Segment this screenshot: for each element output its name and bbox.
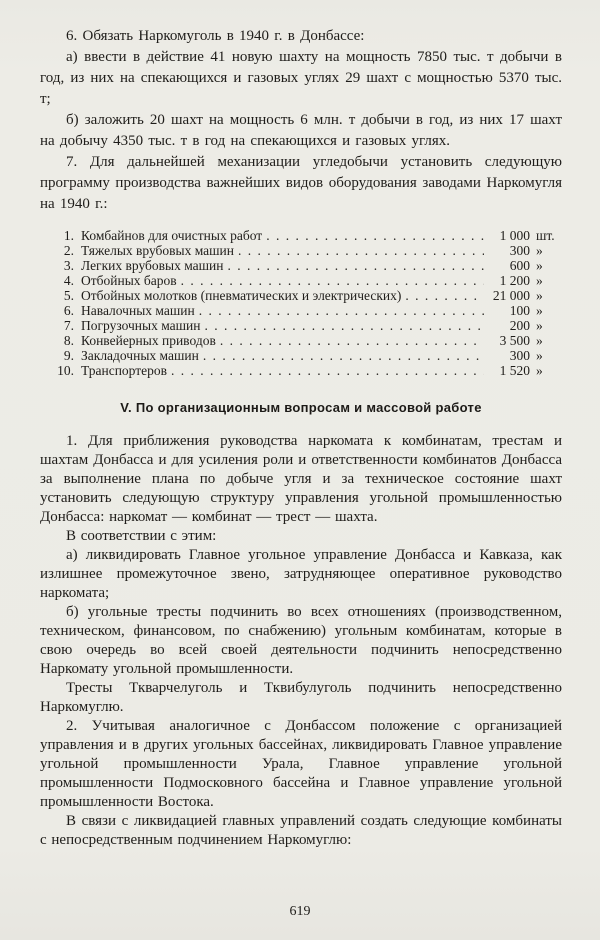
dot-leader — [224, 258, 485, 273]
list-item — [50, 258, 558, 273]
dot-leader — [216, 333, 484, 348]
list-item — [50, 273, 558, 288]
item-label: Комбайнов для очистных работ — [81, 228, 263, 243]
paragraph: В связи с ликвидацией главных управлений создать следующие комбинаты с непосредственным подчинением Наркомуглю: — [40, 813, 562, 848]
item-label: Отбойных молотков (пневматических и электрических) — [81, 288, 402, 303]
list-item — [50, 318, 558, 333]
item-number: 1. — [63, 228, 74, 243]
item-value: 1 520 — [499, 363, 530, 378]
item-value: 100 — [509, 303, 530, 318]
item-number: 3. — [63, 258, 74, 273]
item-value: 200 — [509, 318, 530, 333]
paragraph: 6. Обязать Наркомуголь в 1940 г. в Донбассе: — [66, 28, 365, 44]
paragraph: а) ввести в действие 41 новую шахту на мощность 7850 тыс. т добычи в год, из них на спекающихся и газовых углях 29 шахт с мощностью 5370 тыс. т; — [40, 49, 562, 107]
top-section — [40, 26, 562, 215]
item-label: Погрузочных машин — [81, 318, 201, 333]
item-label: Навалочных машин — [81, 303, 195, 318]
item-value: 300 — [509, 348, 530, 363]
paragraph: 7. Для дальнейшей механизации угледобычи установить следующую программу производства важнейших видов оборудования заводами Наркомугля на 1940 г.: — [40, 154, 562, 212]
item-number: 5. — [63, 288, 74, 303]
dot-leader — [401, 288, 484, 303]
item-number: 7. — [63, 318, 74, 333]
item-label: Закладочных машин — [81, 348, 199, 363]
item-label: Тяжелых врубовых машин — [81, 243, 235, 258]
page-number: 619 — [289, 904, 311, 919]
paragraph: В соответствии с этим: — [66, 528, 217, 544]
item-number: 6. — [63, 303, 74, 318]
item-label: Легких врубовых машин — [81, 258, 224, 273]
paragraph: б) заложить 20 шахт на мощность 6 млн. т добычи в год, из них 17 шахт на добычу 4350 тыс. т в год на спекающихся и газовых углях. — [40, 112, 562, 149]
item-unit: » — [536, 273, 543, 288]
list-item — [50, 348, 558, 363]
paragraph: Тресты Ткварчелуголь и Тквибулуголь подчинить непосредственно Наркомуглю. — [40, 680, 562, 715]
item-value: 1 000 — [499, 228, 530, 243]
list-item — [50, 288, 558, 303]
item-unit: » — [536, 363, 543, 378]
item-number: 4. — [63, 273, 74, 288]
dot-leader — [262, 228, 484, 243]
item-unit: » — [536, 243, 543, 258]
list-item — [50, 333, 558, 348]
item-label: Отбойных баров — [81, 273, 177, 288]
item-number: 10. — [57, 363, 74, 378]
bottom-section — [40, 432, 562, 850]
list-item — [50, 363, 558, 378]
paragraph: 1. Для приближения руководства наркомата к комбинатам, трестам и шахтам Донбасса и для усиления роли и ответственности комбинатов Донбасса за выполнение плана по добыче угля и за техническое состояние шахт установить следующую структуру управления угольной промышленностью Донбасса: наркомат — комбинат — трест — шахта. — [40, 433, 562, 525]
dot-leader — [234, 243, 484, 258]
item-unit: » — [536, 288, 543, 303]
equipment-list — [50, 228, 558, 378]
item-number: 8. — [63, 333, 74, 348]
item-label: Конвейерных приводов — [81, 333, 216, 348]
paragraph: а) ликвидировать Главное угольное управление Донбасса и Кавказа, как излишнее промежуточное звено, затрудняющее оперативное руководство наркомата; — [40, 547, 562, 601]
item-value: 600 — [509, 258, 530, 273]
section-heading: V. По организационным вопросам и массовой работе — [120, 400, 482, 415]
dot-leader — [177, 273, 484, 288]
item-value: 21 000 — [492, 288, 530, 303]
paragraph: 2. Учитывая аналогичное с Донбассом положение с организацией управления и в других угольных бассейнах, ликвидировать Главное управление угольной промышленности Урала, Главное управление угольной промышленности Подмосковного бассейна и Главное управление угольной промышленности Востока. — [40, 718, 562, 810]
list-item — [50, 243, 558, 258]
list-item — [50, 303, 558, 318]
item-unit: шт. — [536, 228, 555, 243]
item-value: 1 200 — [499, 273, 530, 288]
dot-leader — [195, 303, 484, 318]
item-unit: » — [536, 258, 543, 273]
item-unit: » — [536, 318, 543, 333]
dot-leader — [199, 348, 484, 363]
dot-leader — [167, 363, 484, 378]
item-number: 2. — [63, 243, 74, 258]
item-label: Транспортеров — [81, 363, 168, 378]
dot-leader — [201, 318, 484, 333]
paragraph: б) угольные тресты подчинить во всех отношениях (производственном, техническом, финансовом, по снабжению) угольным комбинатам, которые в свою очередь во всей своей деятельности подчинить непосредственно Наркомату угольной промышленности. — [40, 604, 562, 677]
item-unit: » — [536, 348, 543, 363]
item-value: 3 500 — [499, 333, 530, 348]
list-item — [50, 228, 558, 243]
item-value: 300 — [509, 243, 530, 258]
item-unit: » — [536, 303, 543, 318]
item-number: 9. — [63, 348, 74, 363]
item-unit: » — [536, 333, 543, 348]
